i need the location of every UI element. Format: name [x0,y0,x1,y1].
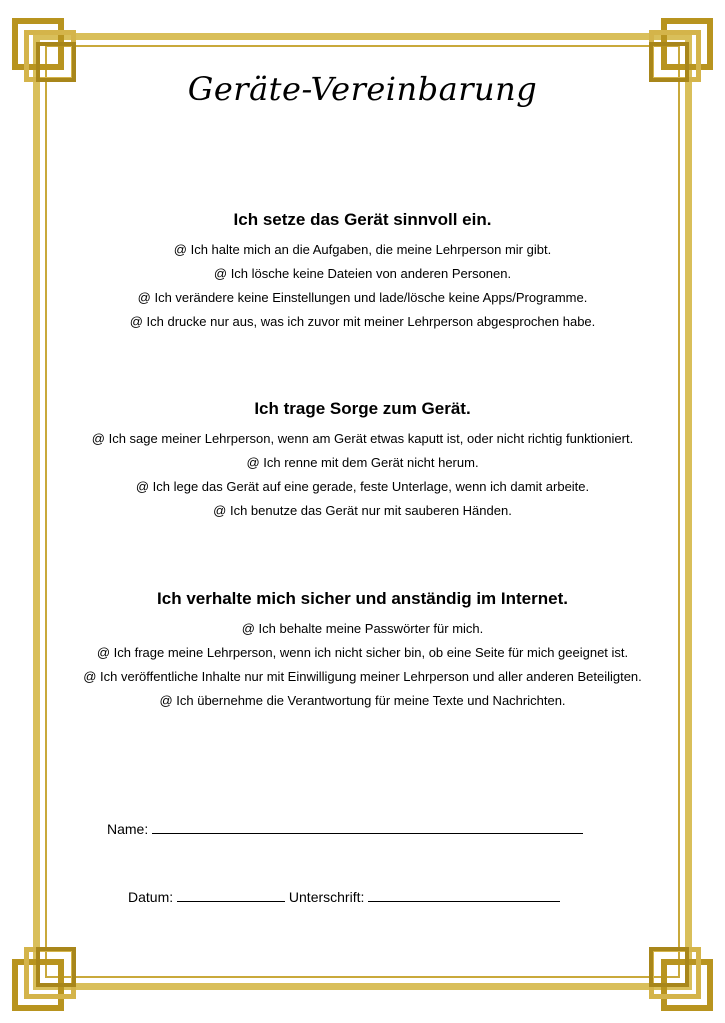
section-heading: Ich setze das Gerät sinnvoll ein. [233,210,492,229]
section-heading: Ich verhalte mich sicher und anständig im Internet. [157,589,568,608]
name-row [107,821,583,837]
rule-item: @ Ich drucke nur aus, was ich zuvor mit meiner Lehrperson abgesprochen habe. [129,314,596,329]
rule-item: @ Ich sage meiner Lehrperson, wenn am Gerät etwas kaputt ist, oder nicht richtig funktioniert. [91,431,634,446]
rule-item: @ Ich behalte meine Passwörter für mich. [241,621,484,636]
rule-item: @ Ich frage meine Lehrperson, wenn ich nicht sicher bin, ob eine Seite für mich geeignet ist. [96,645,629,660]
signature-label: Unterschrift: [288,889,365,905]
rule-item: @ Ich veröffentliche Inhalte nur mit Einwilligung meiner Lehrperson und aller anderen Beteiligten. [83,669,642,684]
rule-item: @ Ich verändere keine Einstellungen und lade/lösche keine Apps/Programme. [137,290,588,305]
date-signature-row [128,889,560,905]
section-use [50,210,675,334]
date-field[interactable] [177,889,285,902]
rule-item: @ Ich lege das Gerät auf eine gerade, feste Unterlage, wenn ich damit arbeite. [135,479,590,494]
date-label: Datum: [128,889,174,905]
name-field[interactable] [152,821,583,834]
rule-item: @ Ich benutze das Gerät nur mit sauberen Händen. [213,503,512,518]
signature-field[interactable] [368,889,560,902]
rule-item: @ Ich übernehme die Verantwortung für meine Texte und Nachrichten. [159,693,566,708]
rule-item: @ Ich halte mich an die Aufgaben, die meine Lehrperson mir gibt. [173,242,552,257]
section-care [50,399,675,523]
name-label: Name: [107,821,149,837]
corner-ornament-bottom-right [649,947,713,1011]
rule-item: @ Ich renne mit dem Gerät nicht herum. [246,455,479,470]
section-heading: Ich trage Sorge zum Gerät. [254,399,471,418]
rule-item: @ Ich lösche keine Dateien von anderen Personen. [213,266,512,281]
page-title: Geräte-Vereinbarung [187,70,538,108]
section-internet [50,589,675,713]
corner-ornament-bottom-left [12,947,76,1011]
